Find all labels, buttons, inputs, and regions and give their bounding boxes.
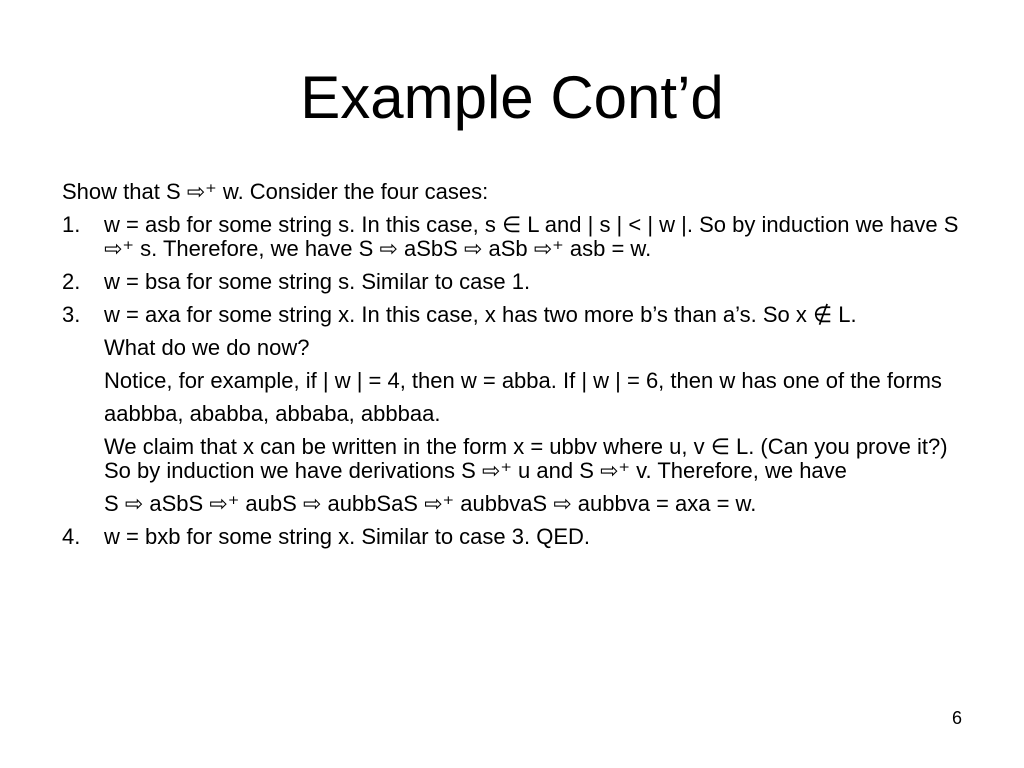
list-item-number: 2. xyxy=(62,269,81,294)
list-item-number: 3. xyxy=(62,302,81,327)
list-item-text: w = asb for some string s. In this case, s ∈ L and | s | < | w |. So by induction we have S ⇨⁺ s. Therefore, we have S ⇨ aSbS ⇨ aSb ⇨⁺ asb = w. xyxy=(104,212,959,261)
case-3-notice: Notice, for example, if | w | = 4, then w = abba. If | w | = 6, then w has one of the forms xyxy=(104,368,942,393)
slide-body xyxy=(62,180,962,558)
list-item-case-3 xyxy=(62,303,962,327)
list-item-case-4 xyxy=(62,525,962,549)
list-item-case-2 xyxy=(62,270,962,294)
list-item-case-1 xyxy=(62,213,962,261)
slide-title: Example Cont’d xyxy=(300,64,724,131)
list-item-text: w = bsa for some string s. Similar to case 1. xyxy=(104,269,531,294)
case-3-claim: We claim that x can be written in the form x = ubbv where u, v ∈ L. (Can you prove it?) So by induction we have derivations S ⇨⁺ u and S ⇨⁺ v. Therefore, we have xyxy=(104,434,948,483)
intro-text: Show that S ⇨⁺ w. Consider the four cases: xyxy=(62,179,489,204)
list-item-number: 1. xyxy=(62,212,81,237)
list-item-text: w = axa for some string x. In this case, x has two more b’s than a’s. So x ∉ L. xyxy=(104,302,857,327)
case-3-derivation: S ⇨ aSbS ⇨⁺ aubS ⇨ aubbSaS ⇨⁺ aubbvaS ⇨ aubbva = axa = w. xyxy=(104,491,757,516)
list-item-text: w = bxb for some string x. Similar to case 3. QED. xyxy=(104,524,590,549)
case-3-forms: aabbba, ababba, abbaba, abbbaa. xyxy=(104,401,441,426)
page-number: 6 xyxy=(951,708,962,728)
list-item-number: 4. xyxy=(62,524,81,549)
case-3-question: What do we do now? xyxy=(104,335,310,360)
